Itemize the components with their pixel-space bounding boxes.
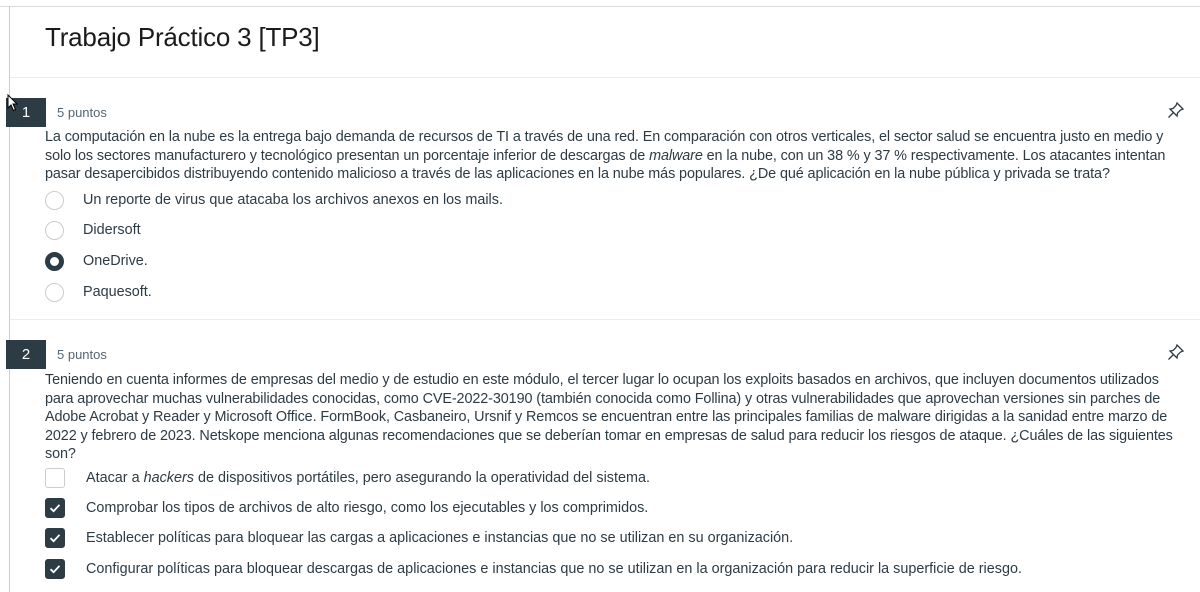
checkbox-checked[interactable] — [45, 498, 65, 518]
option-label: Un reporte de virus que atacaba los archivos anexos en los mails. — [83, 192, 503, 208]
pin-icon[interactable] — [1167, 101, 1185, 119]
radio-button[interactable] — [45, 191, 64, 210]
question-2-option-checked[interactable] — [45, 496, 648, 520]
question-1-number: 1 — [6, 98, 46, 127]
question-1-option-selected[interactable] — [45, 249, 148, 273]
radio-button[interactable] — [45, 283, 64, 302]
question-1-option[interactable] — [45, 280, 152, 304]
question-2-points: 5 puntos — [57, 347, 107, 362]
question-1-option[interactable] — [45, 188, 503, 212]
mouse-cursor-icon — [7, 94, 19, 112]
question-2-text: Teniendo en cuenta informes de empresas del medio y de estudio en este módulo, el tercer lugar lo ocupan los exploits basados en archivos, que incluyen documentos utilizados para aprovechar muchas vulnerabilidades conocidas, como CVE-2022-30190 (también conocida como Follina) y otras vulnerabilidades que aprovechan versiones sin parches de Adobe Acrobat y Reader y Microsoft Office. FormBook, Casbaneiro, Ursnif y Remcos se encuentran entre las principales familias de malware dirigidas a la sanidad entre marzo de 2022 y febrero de 2023. Netskope menciona algunas recomendaciones que se deberían tomar en empresas de salud para reducir los riesgos de ataque. ¿Cuáles de las siguientes son? — [45, 372, 1173, 462]
checkmark-icon — [48, 501, 62, 515]
option-label: Didersoft — [83, 222, 141, 238]
option-label: Configurar políticas para bloquear descargas de aplicaciones e instancias que no se utilizan en la organización para reducir la superficie de riesgo. — [86, 561, 1022, 577]
checkmark-icon — [48, 562, 62, 576]
question-2-option[interactable] — [45, 466, 650, 490]
pin-icon[interactable] — [1167, 343, 1185, 361]
checkmark-icon — [48, 531, 62, 545]
question-1-option[interactable] — [45, 218, 141, 242]
top-border — [0, 6, 1200, 7]
question-2-option-checked[interactable] — [45, 526, 793, 550]
option-label: Establecer políticas para bloquear las cargas a aplicaciones e instancias que no se utilizan en su organización. — [86, 530, 794, 546]
checkbox[interactable] — [45, 468, 65, 488]
option-label: Paquesoft. — [83, 284, 152, 300]
divider — [10, 77, 1200, 78]
radio-button[interactable] — [45, 221, 64, 240]
option-label: Atacar a hackers de dispositivos portátiles, pero asegurando la operatividad del sistema. — [86, 470, 650, 486]
radio-button-selected[interactable] — [45, 252, 64, 271]
option-label: OneDrive. — [83, 253, 148, 269]
page-title: Trabajo Práctico 3 [TP3] — [45, 22, 320, 52]
option-label: Comprobar los tipos de archivos de alto riesgo, como los ejecutables y los comprimidos. — [86, 500, 649, 516]
question-1-points: 5 puntos — [57, 105, 107, 120]
checkbox-checked[interactable] — [45, 528, 65, 548]
question-1-text: La computación en la nube es la entrega bajo demanda de recursos de TI a través de una red. En comparación con otros verticales, el sector salud se encuentra justo en medio y solo los sectores manufacturero y tecnológico presentan un porcentaje inferior de descargas de malware en la nube, con un 38 % y 37 % respectivamente. Los atacantes intentan pasar desapercibidos distribuyendo contenido malicioso a través de las aplicaciones en la nube más populares. ¿De qué aplicación en la nube pública y privada se trata? — [45, 129, 1166, 182]
question-2-number: 2 — [6, 340, 46, 369]
divider — [10, 319, 1200, 320]
question-2-option-checked[interactable] — [45, 557, 1022, 581]
checkbox-checked[interactable] — [45, 559, 65, 579]
